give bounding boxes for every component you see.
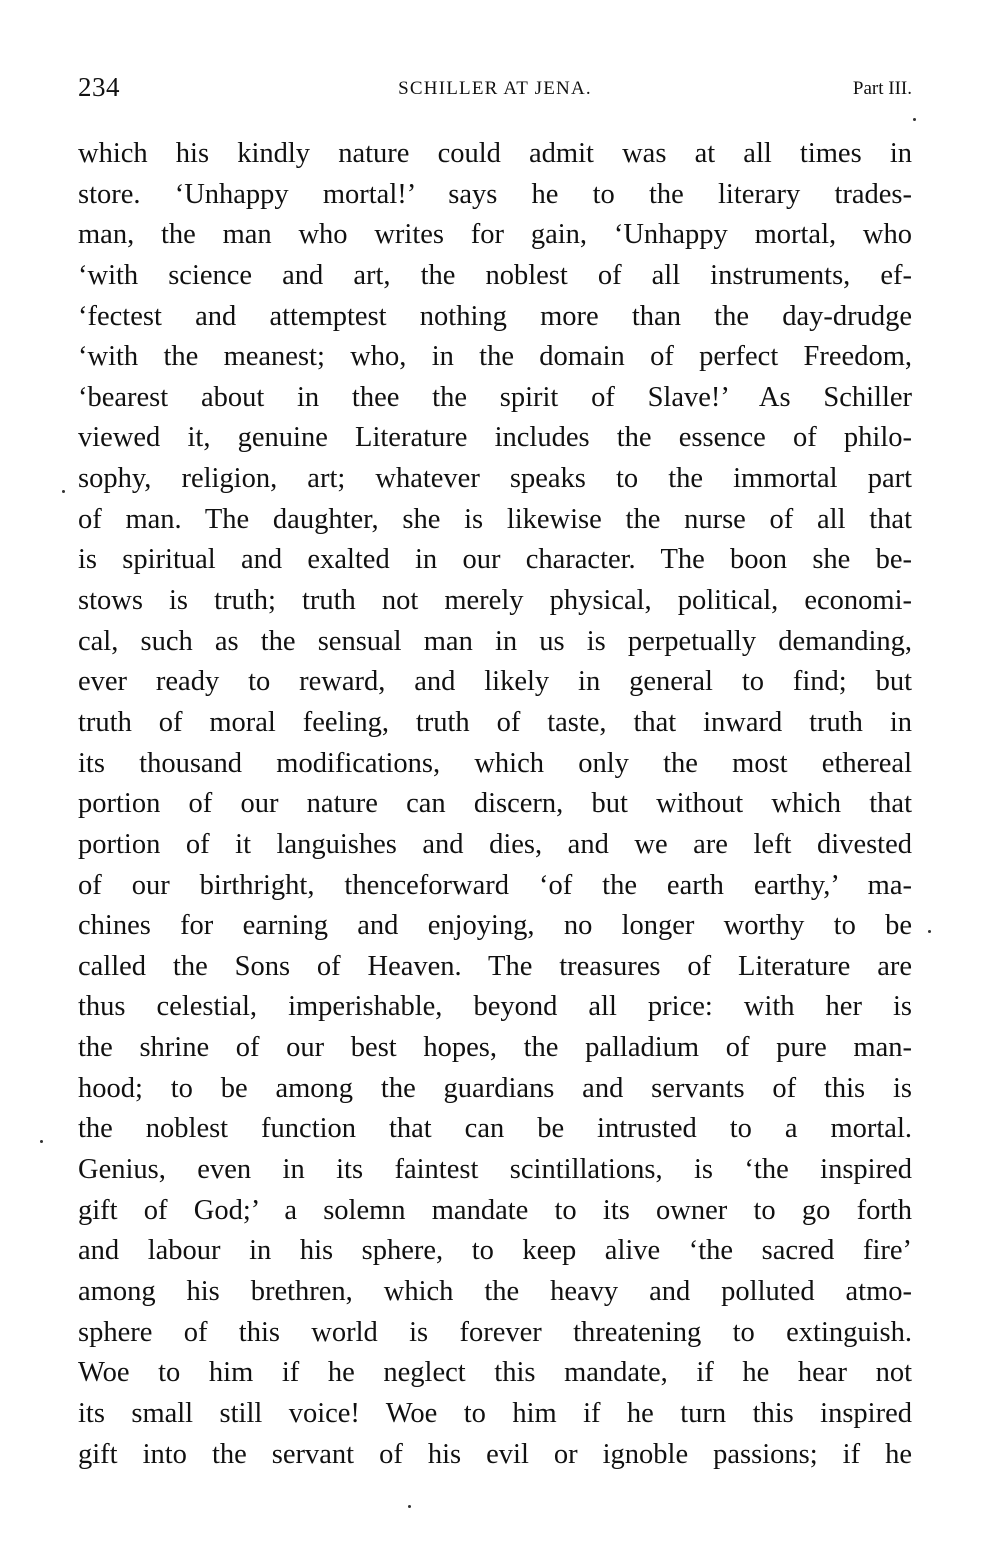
text-line: Woe to him if he neglect this mandate, if he hear not	[78, 1357, 912, 1389]
text-line: thus celestial, imperishable, beyond all price: with her is	[78, 991, 912, 1023]
text-line: store. ‘Unhappy mortal!’ says he to the literary trades-	[78, 178, 912, 210]
text-line: hood; to be among the guardians and servants of this is	[78, 1072, 912, 1104]
text-line: and labour in his sphere, to keep alive ‘the sacred fire’	[78, 1235, 912, 1267]
text-line: its thousand modifications, which only the most ethereal	[78, 747, 912, 779]
page-header	[78, 72, 912, 108]
text-line: is spiritual and exalted in our character. The boon she be-	[78, 544, 912, 576]
text-line: Genius, even in its faintest scintillations, is ‘the inspired	[78, 1154, 912, 1186]
text-line: sophy, religion, art; whatever speaks to the immortal part	[78, 463, 912, 495]
text-line: sphere of this world is forever threatening to extinguish.	[78, 1316, 912, 1348]
text-line: the shrine of our best hopes, the palladium of pure man-	[78, 1032, 912, 1064]
text-line: ‘with science and art, the noblest of all instruments, ef-	[78, 259, 912, 291]
scan-speck	[408, 1505, 411, 1508]
text-line: its small still voice! Woe to him if he turn this inspired	[78, 1397, 912, 1429]
running-title: SCHILLER AT JENA.	[398, 78, 592, 99]
scan-speck	[62, 490, 65, 493]
scan-speck	[928, 930, 931, 933]
scan-speck	[913, 118, 916, 121]
text-line: among his brethren, which the heavy and polluted atmo-	[78, 1275, 912, 1307]
scan-speck	[40, 1140, 43, 1143]
page-number: 234	[78, 72, 120, 102]
text-line: portion of our nature can discern, but without which that	[78, 788, 912, 820]
text-line: ‘fectest and attemptest nothing more than the day-drudge	[78, 300, 912, 332]
text-line: called the Sons of Heaven. The treasures of Literature are	[78, 950, 912, 982]
text-line: portion of it languishes and dies, and we are left divested	[78, 828, 912, 860]
text-line: stows is truth; truth not merely physical, political, economi-	[78, 585, 912, 617]
text-line: viewed it, genuine Literature includes the essence of philo-	[78, 422, 912, 454]
text-line: ‘bearest about in thee the spirit of Slave!’ As Schiller	[78, 381, 912, 413]
text-line: of our birthright, thenceforward ‘of the earth earthy,’ ma-	[78, 869, 912, 901]
text-line: truth of moral feeling, truth of taste, that inward truth in	[78, 706, 912, 738]
text-line: ‘with the meanest; who, in the domain of perfect Freedom,	[78, 341, 912, 373]
text-line: man, the man who writes for gain, ‘Unhappy mortal, who	[78, 219, 912, 251]
text-line: ever ready to reward, and likely in general to find; but	[78, 666, 912, 698]
text-line: chines for earning and enjoying, no longer worthy to be	[78, 910, 912, 942]
text-line: the noblest function that can be intrusted to a mortal.	[78, 1113, 912, 1145]
part-label: Part III.	[852, 78, 912, 99]
text-line: gift into the servant of his evil or ignoble passions; if he	[78, 1438, 912, 1470]
text-line: which his kindly nature could admit was at all times in	[78, 138, 912, 169]
text-line: of man. The daughter, she is likewise the nurse of all that	[78, 503, 912, 535]
text-line: gift of God;’ a solemn mandate to its owner to go forth	[78, 1194, 912, 1226]
text-line: cal, such as the sensual man in us is perpetually demanding,	[78, 625, 912, 657]
body-text	[78, 134, 912, 1475]
